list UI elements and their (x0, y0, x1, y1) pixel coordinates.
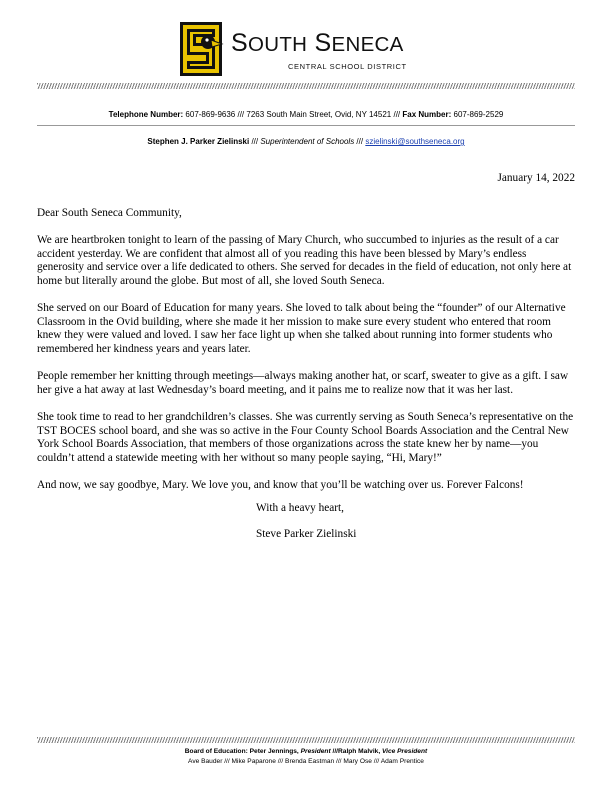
paragraph: She took time to read to her grandchildren’s classes. She was currently serving as South Seneca’s representative on the TST BOCES school board, and she was so active in the Four County School Boards Association and the Central New York School Boards Association, that members of those organizations across the state knew her by name—you couldn’t attend a statewide meeting with her without so many people saying, “Hi, Mary!” (37, 410, 574, 464)
falcon-ss-logo-icon (178, 20, 224, 78)
letter-body (37, 207, 575, 506)
address: 7263 South Main Street, Ovid, NY 14521 (246, 110, 392, 119)
closing-phrase: With a heavy heart, (256, 502, 344, 514)
superintendent-title: Superintendent of Schools (260, 137, 355, 146)
paragraph: She served on our Board of Education for many years. She loved to talk about being the “founder” of our Alternative Classroom in the Ovid building, where she made it her mission to make sure every student who entered that room knew they were valued and loved. I saw her face light up when she talked about running into former students who remembered her kindness years and years later. (37, 302, 566, 355)
salutation: Dear South Seneca Community, (37, 207, 182, 219)
signature-name: Steve Parker Zielinski (256, 527, 357, 540)
superintendent-email-link[interactable]: szielinski@southseneca.org (365, 137, 465, 146)
separator: /// (237, 110, 245, 119)
separator: /// (393, 110, 401, 119)
contact-line (0, 110, 612, 119)
letter-closing (256, 502, 356, 553)
footer-divider (37, 737, 575, 743)
separator: /// (251, 137, 259, 146)
president-name: Peter Jennings, (249, 748, 299, 755)
fax-number: 607-869-2529 (453, 110, 504, 119)
superintendent-line (0, 137, 612, 146)
separator: /// (332, 748, 339, 755)
district-logo-block (178, 20, 438, 80)
paragraph: We are heartbroken tonight to learn of the passing of Mary Church, who succumbed to injuries as the result of a car accident yesterday. We are confident that almost all of you reading this have been blessed by Mary’s endless generosity and service over a life dedicated to others. She served for decades in the field of education, not only here at home but literally around the globe. But most of all, she loved South Seneca. (37, 234, 572, 287)
fax-label: Fax Number: (402, 110, 452, 119)
header-divider (37, 83, 575, 89)
vice-president-name: Ralph Malvik, (338, 748, 381, 755)
district-name: SOUTH SENECA (231, 29, 404, 57)
board-footer (0, 747, 612, 767)
president-title: President (300, 748, 331, 755)
board-officers-line (0, 747, 612, 757)
superintendent-name: Stephen J. Parker Zielinski (147, 137, 250, 146)
separator: /// (356, 137, 364, 146)
header-rule (37, 125, 575, 126)
paragraph: And now, we say goodbye, Mary. We love you, and know that you’ll be watching over us. Forever Falcons! (37, 478, 524, 491)
letter-date: January 14, 2022 (497, 172, 575, 184)
phone-number: 607-869-9636 (185, 110, 236, 119)
district-subtitle: CENTRAL SCHOOL DISTRICT (288, 62, 407, 71)
paragraph: People remember her knitting through meetings—always making another hat, or scarf, sweater to give as a gift. I saw her give a hat away at last Wednesday’s board meeting, and it pains me to realize now that it was her last. (37, 370, 569, 396)
vice-president-title: Vice President (382, 748, 428, 755)
phone-label: Telephone Number: (108, 110, 184, 119)
board-label: Board of Education: (184, 748, 248, 755)
board-members-line: Ave Bauder /// Mike Paparone /// Brenda Eastman /// Mary Ose /// Adam Prentice (188, 758, 424, 765)
